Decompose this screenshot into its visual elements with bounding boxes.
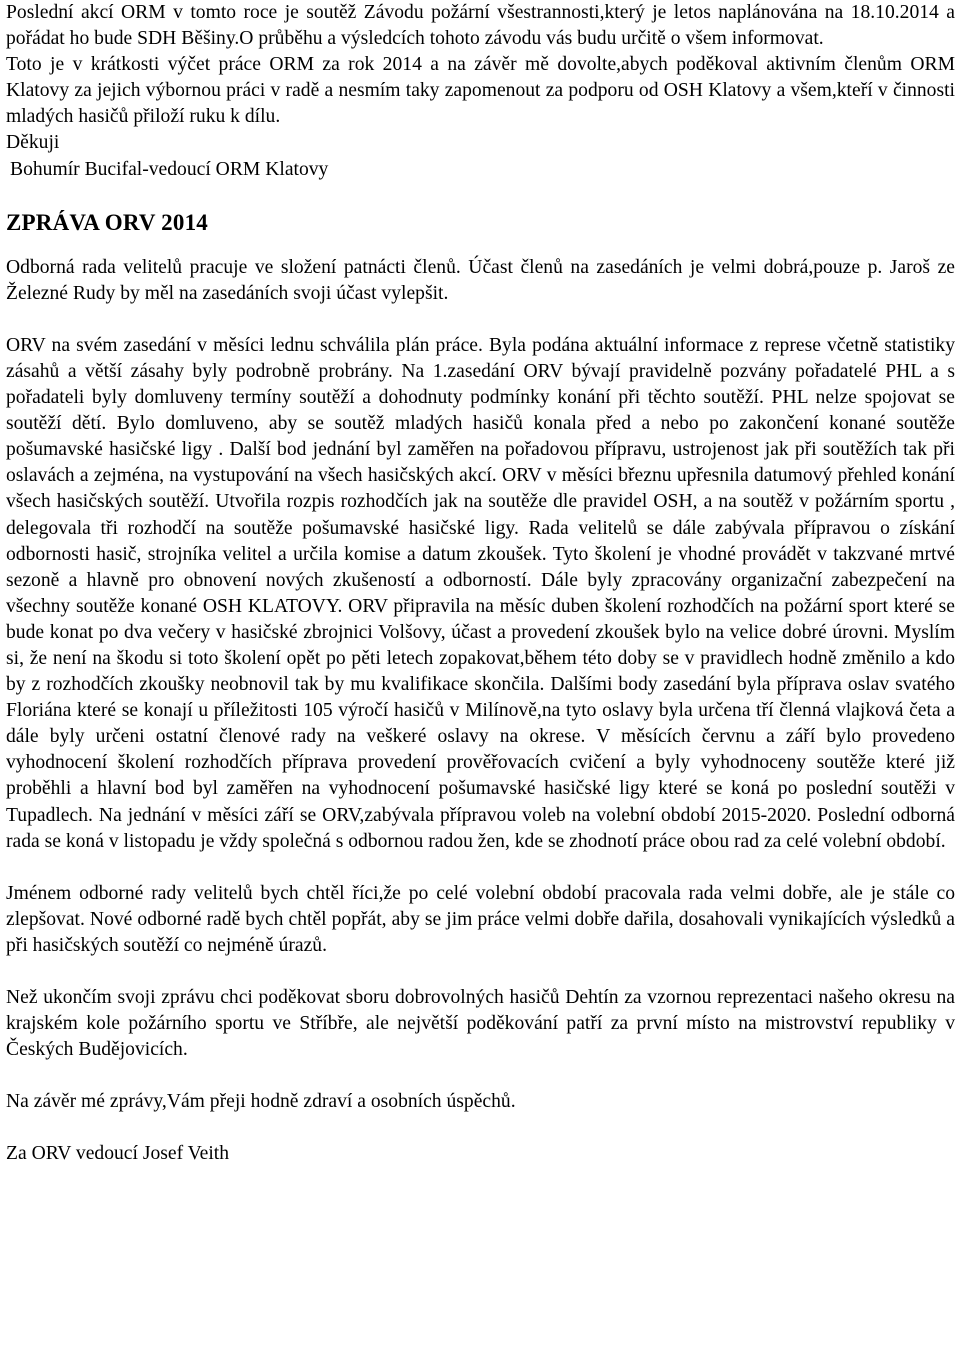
spacer [6, 1063, 955, 1089]
orm-signature: Bohumír Bucifal-vedoucí ORM Klatovy [10, 158, 329, 180]
report-paragraph-activities: ORV na svém zasedání v měsíci lednu schválila plán práce. Byla podána aktuální informace z represe včetně statistiky zásahů a větší zásahy byly podrobně probrány. Na 1.zasedání ORV bývají pravidelně pozvány pořadatelé PHL a s pořadateli byly domluveny termíny soutěží a dohodnuty podmínky konání při těchto soutěží. PHL nelze spojovat se soutěží dětí. Bylo domluveno, aby se soutěž mladých hasičů konala před a nebo po zakončení konané soutěže pošumavské hasičské ligy . Další bod jednání byl zaměřen na pořadovou přípravu, ustrojenost jak při soutěžích tak při oslavách a zejména, na vystupování na všech hasičských akcí. ORV v měsíci březnu upřesnila datumový přehled konání všech hasičských soutěží. Utvořila rozpis rozhodčích jak na soutěže dle pravidel OSH, a na soutěž v požárním sportu , delegovala tři rozhodčí na soutěže pošumavské hasičské ligy. Rada velitelů se dále zabývala přípravou o získání odbornosti hasič, strojníka velitel a určila komise a datum zkoušek. Tyto školení je vhodné provádět v takzvané mrtvé sezoně a hlavně pro obnovení nových zkušeností a odborností. Dále byly zpracovány organizační zabezpečení na všechny soutěže konané OSH KLATOVY. ORV připravila na měsíc duben školení rozhodčích na požární sport které se bude konat po dva večery v hasičské zbrojnici Volšovy, účast a provedení zkoušek bylo na velice dobré úrovni. Myslím si, že není na škodu si toto školení opět po pěti letech zopakovat,během této doby se v pravidlech hodně změnilo a kdo by z rozhodčích zkoušky neobnovil tak by mu kvalifikace skončila. Dalšími body zasedání byla příprava oslav svatého Floriána které se konají u příležitosti 105 výročí hasičů v Milínově,na tyto oslavy byla určena tří členná vlajková četa a dále byly určeni ostatní členové rady na veškeré oslavy na okrese. V měsících červnu a září bylo provedeno vyhodnocení školení rozhodčích příprava provedení prověřovacích cvičení a byly vyhodnoceny soutěže které již proběhli a hlavní bod byl zaměřen na vyhodnocení pošumavské hasičské ligy které se koná po poslední soutěži v Tupadlech. Na jednání v měsíci září se ORV,zabývala přípravou voleb na volební období 2015-2020. Poslední odborná rada se koná v listopadu je vždy společná s odbornou radou žen, kde se zhodnotí práce obou rad za celé volební období. [6, 334, 955, 852]
spacer [6, 855, 955, 881]
orv-signature: Za ORV vedoucí Josef Veith [6, 1143, 230, 1165]
spacer [6, 183, 955, 209]
spacer [6, 307, 955, 333]
report-paragraph-thanks: Než ukončím svoji zprávu chci poděkovat sboru dobrovolných hasičů Dehtín za vzornou reprezentaci našeho okresu na krajském kole požárního sportu ve Stříbře, ale největší poděkování patří za první místo na mistrovství republiky v Českých Budějovicích. [6, 987, 955, 1061]
intro-paragraph-2: Toto je v krátkosti výčet práce ORM za rok 2014 a na závěr mě dovolte,abych poděkoval aktivním členům ORM Klatovy za jejich výbornou práci v radě a nesmím taky zapomenout za podporu od OSH Klatovy a všem,kteří v činnosti mladých hasičů přiloží ruku k dílu. [6, 54, 955, 128]
report-paragraph-wishes: Na závěr mé zprávy,Vám přeji hodně zdraví a osobních úspěchů. [6, 1091, 516, 1113]
report-paragraph-members: Odborná rada velitelů pracuje ve složení patnácti členů. Účast členů na zasedáních je velmi dobrá,pouze p. Jaroš ze Železné Rudy by měl na zasedáních svoji účast vylepšit. [6, 256, 955, 304]
spacer [6, 237, 955, 255]
thanks-line: Děkuji [6, 132, 60, 154]
spacer [6, 1115, 955, 1141]
document-page [6, 0, 955, 1167]
report-title: ZPRÁVA ORV 2014 [6, 209, 208, 235]
report-paragraph-evaluation: Jménem odborné rady velitelů bych chtěl říci,že po celé volební období pracovala rada velmi dobře, ale je stále co zlepšovat. Nové odborné radě bych chtěl popřát, aby se jim práce velmi dobře dařila, dosahovali vynikajících výsledků a při hasičských soutěží co nejméně úrazů. [6, 882, 955, 956]
intro-paragraph-1: Poslední akcí ORM v tomto roce je soutěž Závodu požární všestrannosti,který je letos naplánována na 18.10.2014 a pořádat ho bude SDH Běšiny.O průběhu a výsledcích tohoto závodu vás budu určitě o všem informovat. [6, 2, 955, 50]
spacer [6, 959, 955, 985]
